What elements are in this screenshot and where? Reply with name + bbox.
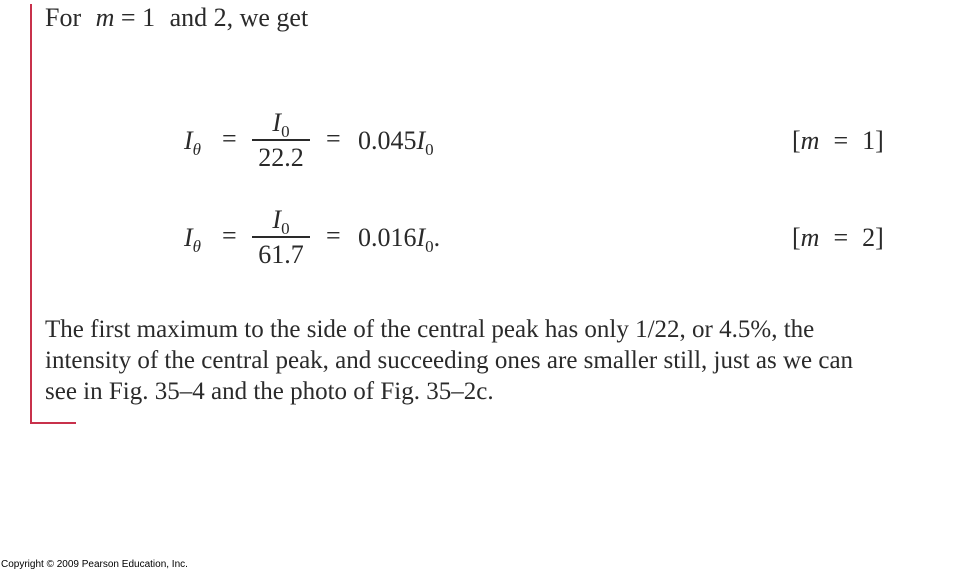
intro-variable: m xyxy=(95,3,115,32)
intro-prefix: For xyxy=(45,3,82,32)
eq-equals-sign: = xyxy=(326,221,341,250)
eq-equals-sign: = xyxy=(326,124,341,153)
eq-equals-sign: = xyxy=(222,124,237,153)
eq-condition: [m = 1] xyxy=(792,126,884,155)
eq-equals-sign: = xyxy=(222,221,237,250)
intro-mid: = 1 xyxy=(120,3,156,32)
eq-lhs: $I_\theta$ xyxy=(184,223,202,257)
eq-denominator: 22.2 xyxy=(258,143,304,172)
body-paragraph xyxy=(45,314,960,407)
eq-fraction xyxy=(252,108,310,173)
equation-m2 xyxy=(0,205,960,275)
eq-condition: [m = 2] xyxy=(792,223,884,252)
intro-line xyxy=(45,2,308,34)
eq-numerator: $I_0$ xyxy=(272,108,290,142)
paragraph-line: The first maximum to the side of the central peak has only 1/22, or 4.5%, the xyxy=(45,316,815,343)
margin-rule-foot xyxy=(30,422,76,424)
equation-m1 xyxy=(0,108,960,178)
copyright-notice: Copyright © 2009 Pearson Education, Inc. xyxy=(1,559,188,570)
paragraph-line: intensity of the central peak, and succeeding ones are smaller still, just as we can xyxy=(45,347,854,374)
eq-result: $0.045I_0$ xyxy=(358,126,434,160)
eq-lhs: $I_\theta$ xyxy=(184,126,202,160)
eq-fraction xyxy=(252,205,310,270)
intro-suffix: and 2, we get xyxy=(169,3,309,32)
eq-denominator: 61.7 xyxy=(258,240,304,269)
paragraph-line: see in Fig. 35–4 and the photo of Fig. 35–2c. xyxy=(45,378,494,405)
eq-numerator: $I_0$ xyxy=(272,205,290,239)
eq-result: $0.016I_0$. xyxy=(358,223,441,257)
